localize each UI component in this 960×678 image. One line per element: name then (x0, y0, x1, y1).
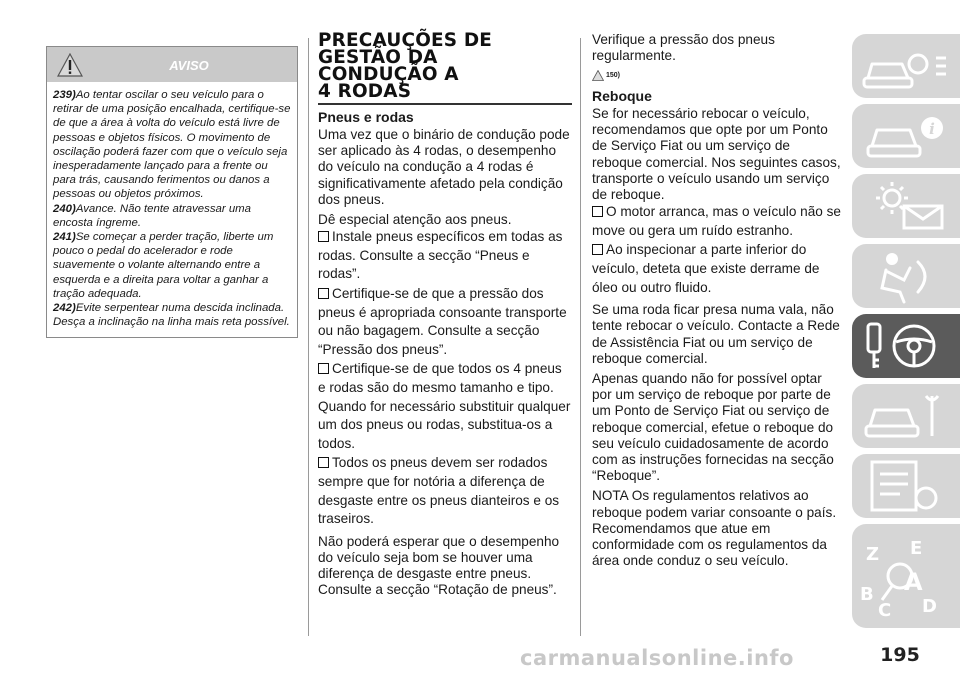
intro-paragraph: Uma vez que o binário de condução pode ser aplicado às 4 rodas, o desempenho do veículo na condução a 4 rodas é significativamente afetado pela condição dos pneus. (318, 127, 570, 207)
bullet-item (318, 228, 572, 284)
heading-line: PRECAUÇÕES DE (318, 30, 493, 51)
tab-dashboard[interactable] (852, 34, 960, 98)
reference-number: 150) (606, 72, 621, 79)
tab-index[interactable] (852, 524, 960, 628)
checkbox-bullet-icon (592, 206, 603, 217)
nota-paragraph: NOTA Os regulamentos relativos ao reboque podem variar consoante o país. Recomendamos que atue em conformidade com os regulamentos da área onde conduz o seu veículo. (592, 488, 837, 569)
section-column (318, 32, 572, 603)
warning-item-text: Se começar a perder tração, liberte um pouco o pedal do acelerador e rode suavemente o volante alternando entre a esquerda e a direita para voltar a ganhar a tração adequada. (53, 231, 274, 300)
checkbox-bullet-icon (592, 244, 603, 255)
car-dashboard-icon (852, 34, 960, 98)
section-heading (318, 32, 572, 100)
warning-item-number: 240) (53, 202, 76, 215)
column-divider (580, 38, 581, 636)
bullet-item (592, 203, 842, 240)
subheading: Pneus e rodas (318, 109, 414, 125)
tab-driving-active[interactable] (852, 314, 960, 378)
svg-text:C: C (878, 600, 892, 621)
warning-lights-icon (852, 174, 960, 238)
airbag-seat-icon (852, 244, 960, 308)
warning-item (53, 202, 292, 230)
heading-line: 4 RODAS (318, 81, 412, 102)
car-wrench-icon (852, 384, 960, 448)
checkbox-bullet-icon (318, 288, 329, 299)
checkbox-bullet-icon (318, 457, 329, 468)
warning-header (47, 47, 297, 82)
warning-box-column (46, 46, 298, 338)
watermark: carmanualsonline.info (520, 646, 794, 670)
bullet-text: Certifique-se de que a pressão dos pneus é apropriada consoante transporte ou não bagagem. Consulte a secção “Pressão dos pneus”. (318, 286, 567, 357)
bullet-item (592, 241, 842, 297)
alphabetical-index-icon (852, 524, 960, 628)
bullet-item (318, 285, 572, 359)
lead-paragraph: Dê especial atenção aos pneus. (318, 212, 512, 228)
tab-maintenance[interactable] (852, 384, 960, 448)
towing-paragraph: Se for necessário rebocar o veículo, recomendamos que opte por um Ponto de Serviço Fiat ou um serviço de reboque comercial. Nos seguintes casos, transporte o veículo usando um serviço de reboque. (592, 106, 841, 203)
warning-triangle-icon (592, 70, 604, 81)
checkbox-bullet-icon (318, 363, 329, 374)
heading-rule (318, 103, 572, 105)
warning-item-text: Evite serpentear numa descida inclinada. Desça a inclinação na linha mais reta possível. (53, 302, 290, 329)
heading-line: CONDUÇÃO A (318, 64, 459, 85)
tab-technical-data[interactable] (852, 454, 960, 518)
key-steering-wheel-icon (852, 314, 960, 378)
bullet-text: Todos os pneus devem ser rodados sempre que for notória a diferença de desgaste entre os pneus dianteiros e os traseiros. (318, 455, 560, 527)
tab-car-info[interactable] (852, 104, 960, 168)
bullet-text: Ao inspecionar a parte inferior do veículo, deteta que existe derrame de óleo ou outro fluido. (592, 242, 820, 295)
bullet-text: O motor arranca, mas o veículo não se move ou gera um ruído estranho. (592, 204, 841, 238)
outro-paragraph: Não poderá esperar que o desempenho do veículo seja bom se houver uma diferença de desgaste entre pneus. Consulte a secção “Rotação de pneus”. (318, 533, 560, 598)
tab-warning-lights[interactable] (852, 174, 960, 238)
svg-text:i: i (929, 120, 935, 138)
car-info-icon (852, 104, 960, 168)
column-divider (308, 38, 309, 636)
bullet-text: Certifique-se de que todos os 4 pneus e rodas são do mesmo tamanho e tipo. Quando for necessário substituir qualquer um dos pneus ou rodas, substitua-os a todos. (318, 361, 571, 451)
warning-item (53, 88, 292, 202)
svg-text:E: E (910, 538, 923, 559)
warning-item-text: Ao tentar oscilar o seu veículo para o retirar de uma posição encalhada, certifique-se de que a área à volta do veículo está livre de pessoas e objetos físicos. O movimento de oscilação poderá fazer com que o veículo seja inesperadamente lançado para a frente ou para trás, causando ferimentos ou danos a pessoas ou objetos próximos. (53, 89, 291, 201)
svg-text:B: B (860, 584, 874, 605)
bullet-text: Instale pneus específicos em todas as rodas. Consulte a secção “Pneus e rodas”. (318, 229, 563, 282)
warning-item (53, 301, 292, 329)
tab-safety[interactable] (852, 244, 960, 308)
page-number: 195 (880, 644, 920, 666)
towing-column (592, 32, 842, 573)
reference-row (592, 64, 842, 86)
subheading-towing: Reboque (592, 88, 652, 104)
warning-body (47, 82, 297, 337)
heading-line: GESTÃO DA (318, 47, 438, 68)
tire-pressure-note: Verifique a pressão dos pneus regularmente. (592, 32, 775, 63)
warning-item (53, 230, 292, 301)
warning-box (46, 46, 298, 338)
tow-instructions-paragraph: Apenas quando não for possível optar por um serviço de reboque por parte de um Ponto de Serviço Fiat ou serviço de reboque comercial, efetue o reboque do seu veículo cuidadosamente de acordo com as instruções fornecidas na secção “Reboque”. (592, 371, 834, 484)
ditch-paragraph: Se uma roda ficar presa numa vala, não tente rebocar o veículo. Contacte a Rede de Assistência Fiat ou um serviço de reboque comercial. (592, 302, 840, 366)
warning-item-number: 241) (53, 231, 76, 244)
bullet-item (318, 454, 572, 528)
warning-item-number: 239) (53, 89, 76, 101)
svg-text:A: A (904, 568, 923, 596)
svg-text:Z: Z (866, 544, 880, 565)
warning-item-text: Avance. Não tente atravessar uma encosta íngreme. (53, 202, 251, 229)
warning-title: AVISO (169, 58, 209, 73)
warning-item-number: 242) (53, 302, 76, 315)
technical-data-icon (852, 454, 960, 518)
svg-text:D: D (922, 596, 937, 617)
checkbox-bullet-icon (318, 231, 329, 242)
bullet-item (318, 360, 572, 453)
